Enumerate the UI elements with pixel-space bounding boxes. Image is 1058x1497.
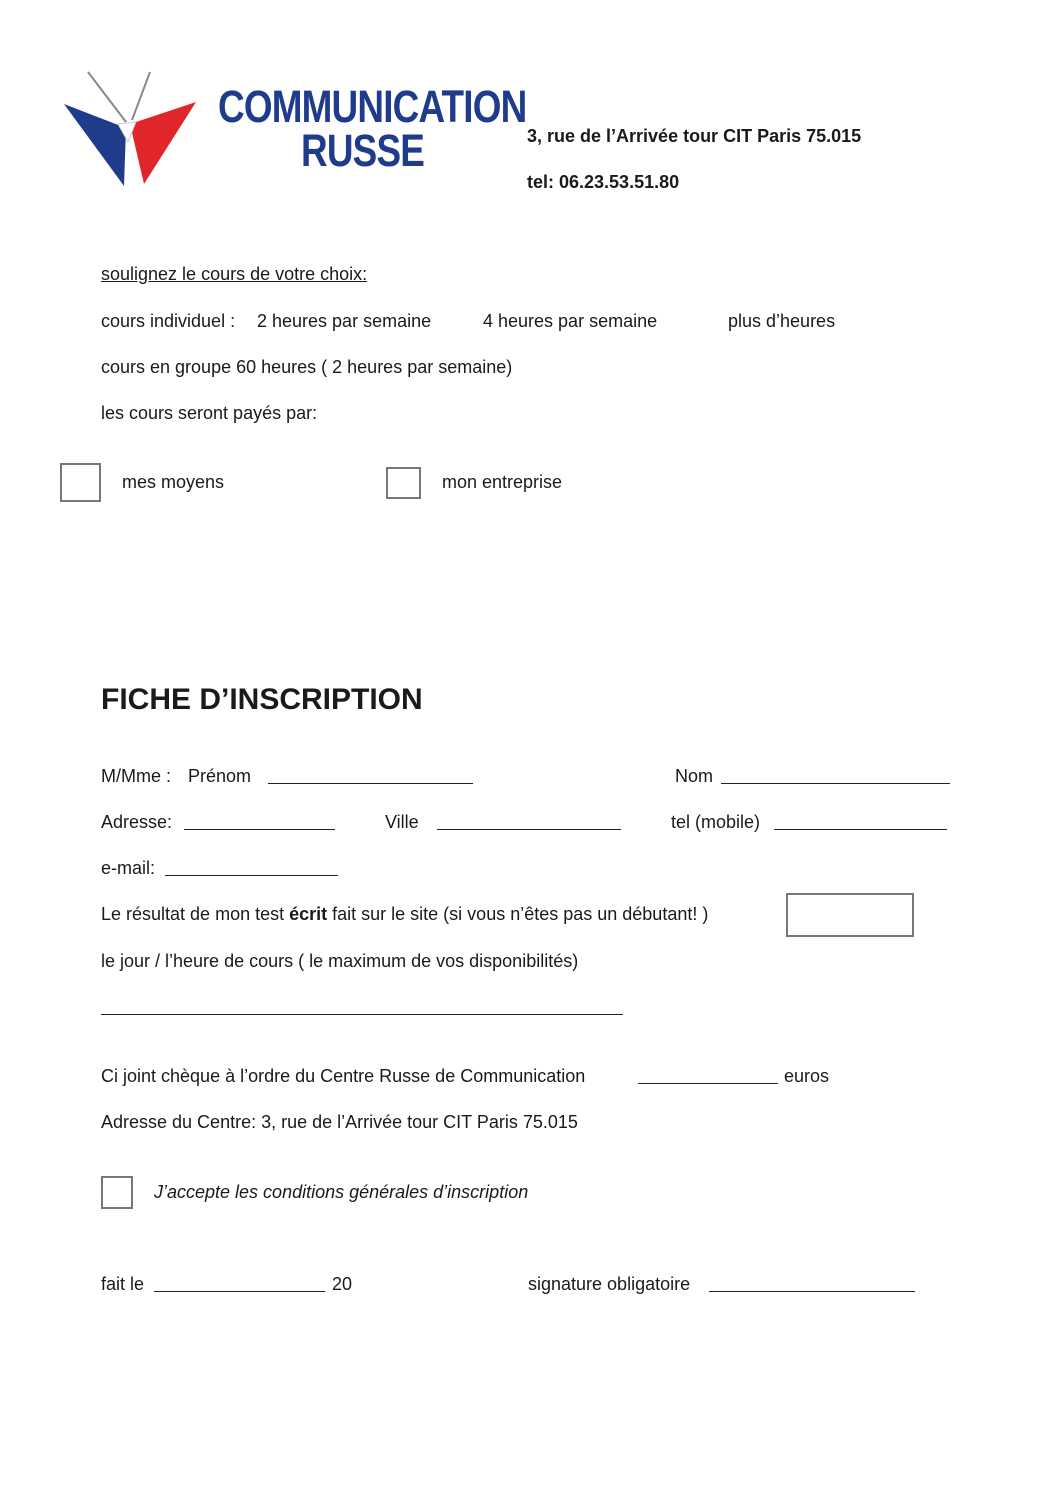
logo-line2: RUSSE (301, 125, 425, 176)
header-address: 3, rue de l’Arrivée tour CIT Paris 75.015 (527, 126, 862, 146)
email-field[interactable] (165, 875, 338, 876)
centre-address: Adresse du Centre: 3, rue de l’Arrivée tour CIT Paris 75.015 (101, 1112, 578, 1132)
date-field[interactable] (154, 1291, 325, 1292)
adresse-field[interactable] (184, 829, 335, 830)
year-prefix: 20 (332, 1274, 353, 1294)
accept-terms-checkbox[interactable] (101, 1176, 133, 1209)
availability-label: le jour / l’heure de cours ( le maximum de vos disponibilités) (101, 951, 579, 971)
salutation-label: M/Mme : (101, 766, 171, 786)
ville-field[interactable] (437, 829, 621, 830)
pay-company-label: mon entreprise (442, 472, 563, 492)
pay-self-checkbox[interactable] (60, 463, 101, 502)
tel-mobile-label: tel (mobile) (671, 812, 761, 832)
option-2h-per-week[interactable]: 2 heures par semaine (257, 311, 432, 331)
email-label: e-mail: (101, 858, 156, 878)
pay-self-label: mes moyens (122, 472, 225, 492)
test-result-label (101, 903, 708, 925)
test-bold-text: écrit (289, 904, 328, 924)
test-before-text: Le résultat de mon test (101, 904, 290, 924)
fait-le-label: fait le (101, 1274, 145, 1294)
adresse-label: Adresse: (101, 812, 173, 832)
course-instruction: soulignez le cours de votre choix: (101, 264, 368, 284)
logo-emblem-icon (58, 66, 203, 191)
test-result-box[interactable] (786, 893, 914, 937)
option-4h-per-week[interactable]: 4 heures par semaine (483, 311, 658, 331)
accept-terms-label: J’accepte les conditions générales d’inscription (154, 1182, 529, 1202)
signature-label: signature obligatoire (528, 1274, 691, 1294)
option-more-hours[interactable]: plus d’heures (728, 311, 836, 331)
header-tel: tel: 06.23.53.51.80 (527, 172, 680, 192)
availability-field[interactable] (101, 1014, 623, 1015)
individual-course-label: cours individuel : (101, 311, 236, 331)
ville-label: Ville (385, 812, 419, 832)
cheque-label: Ci joint chèque à l’ordre du Centre Russe de Communication (101, 1066, 586, 1086)
pay-company-checkbox[interactable] (386, 467, 421, 499)
prenom-field[interactable] (268, 783, 473, 784)
nom-label: Nom (675, 766, 714, 786)
tel-mobile-field[interactable] (774, 829, 947, 830)
nom-field[interactable] (721, 783, 950, 784)
test-after-text: fait sur le site (si vous n’êtes pas un débutant! ) (327, 904, 709, 924)
signature-field[interactable] (709, 1291, 915, 1292)
euros-label: euros (784, 1066, 830, 1086)
option-group-course[interactable]: cours en groupe 60 heures ( 2 heures par semaine) (101, 357, 513, 377)
cheque-amount-field[interactable] (638, 1083, 778, 1084)
logo-line1: COMMUNICATION (218, 81, 527, 132)
paid-by-label: les cours seront payés par: (101, 403, 318, 423)
prenom-label: Prénom (188, 766, 252, 786)
form-title: FICHE D’INSCRIPTION (101, 683, 423, 716)
